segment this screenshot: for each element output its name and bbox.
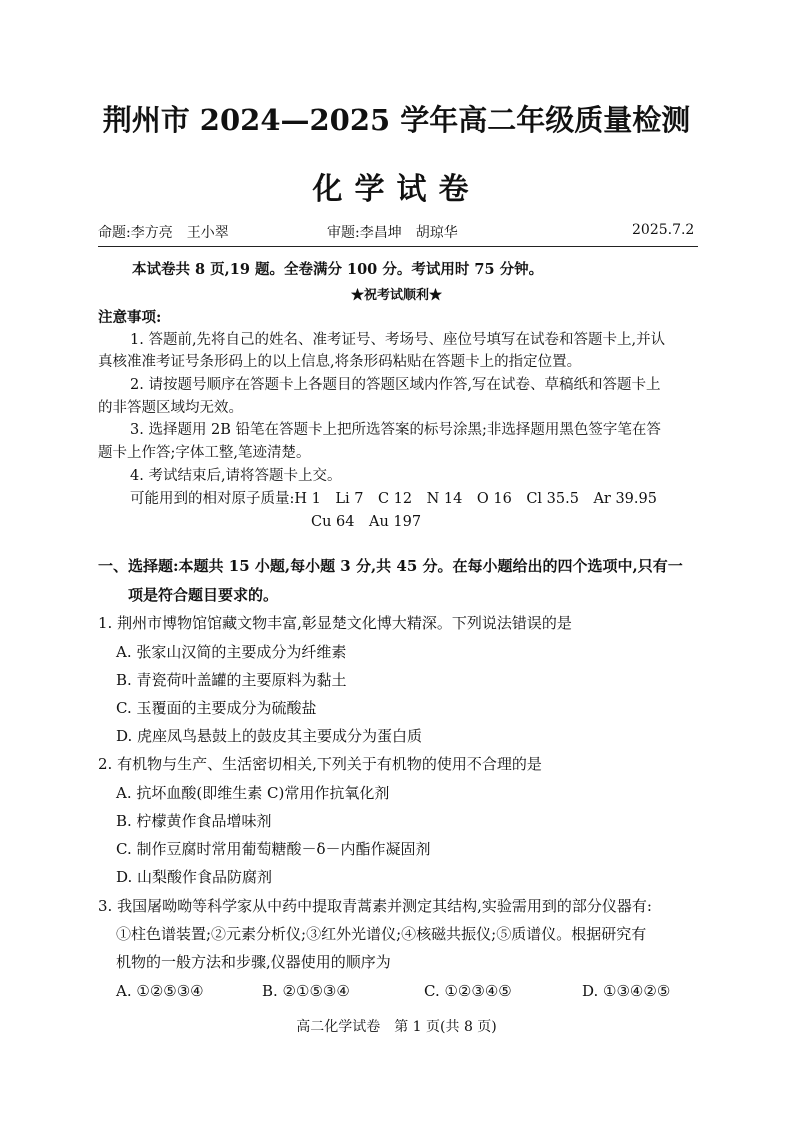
- notice-line: 2. 请按题号顺序在答题卡上各题目的答题区域内作答,写在试卷、草稿纸和答题卡上: [130, 377, 661, 393]
- notice-line: 3. 选择题用 2B 铅笔在答题卡上把所选答案的标号涂黑;非选择题用黑色签字笔在答: [130, 422, 661, 438]
- notice-line: 的非答题区域均无效。: [98, 400, 243, 416]
- question-1-option-b: B. 青瓷荷叶盖罐的主要原料为黏土: [116, 671, 347, 689]
- good-luck-banner: ★祝考试顺利★: [350, 288, 442, 303]
- atomic-masses-line1: 可能用到的相对原子质量:H 1 Li 7 C 12 N 14 O 16 Cl 35.5 Ar 39.95: [130, 491, 657, 507]
- question-2-option-b: B. 柠檬黄作食品增味剂: [116, 812, 272, 830]
- question-1-stem: 1. 荆州市博物馆馆藏文物丰富,彰显楚文化博大精深。下列说法错误的是: [98, 614, 572, 632]
- question-3-option-c: C. ①②③④⑤: [424, 982, 512, 1000]
- notice-heading: 注意事项:: [98, 309, 162, 326]
- section-heading-cont: 项是符合题目要求的。: [128, 586, 279, 604]
- question-3-option-b: B. ②①⑤③④: [262, 982, 350, 1000]
- question-3-stem-cont: 机物的一般方法和步骤,仪器使用的顺序为: [116, 953, 391, 971]
- exam-date: 2025.7.2: [632, 222, 695, 238]
- header-divider: [98, 246, 698, 247]
- question-2-option-c: C. 制作豆腐时常用葡萄糖酸－δ－内酯作凝固剂: [116, 840, 431, 858]
- exam-summary: 本试卷共 8 页,19 题。全卷满分 100 分。考试用时 75 分钟。: [132, 261, 544, 278]
- question-2-option-d: D. 山梨酸作食品防腐剂: [116, 868, 273, 886]
- question-3-option-d: D. ①③④②⑤: [582, 982, 671, 1000]
- notice-line: 4. 考试结束后,请将答题卡上交。: [130, 468, 342, 484]
- notice-line: 1. 答题前,先将自己的姓名、准考证号、考场号、座位号填写在试卷和答题卡上,并认: [130, 332, 666, 348]
- notice-line: 真核准准考证号条形码上的以上信息,将条形码粘贴在答题卡上的指定位置。: [98, 354, 582, 370]
- reviewers-label: 审题:李昌坤 胡琼华: [327, 225, 458, 241]
- exam-title: 荆州市 2024—2025 学年高二年级质量检测: [102, 103, 691, 137]
- notice-line: 题卡上作答;字体工整,笔迹清楚。: [98, 445, 311, 461]
- question-1-option-d: D. 虎座凤鸟悬鼓上的鼓皮其主要成分为蛋白质: [116, 727, 423, 745]
- question-3-stem-cont: ①柱色谱装置;②元素分析仪;③红外光谱仪;④核磁共振仪;⑤质谱仪。根据研究有: [116, 925, 647, 943]
- question-2-option-a: A. 抗坏血酸(即维生素 C)常用作抗氧化剂: [116, 784, 390, 802]
- section-heading: 一、选择题:本题共 15 小题,每小题 3 分,共 45 分。在每小题给出的四个选项中,只有一: [98, 557, 683, 575]
- subject-title: 化学试卷: [312, 172, 481, 207]
- question-2-stem: 2. 有机物与生产、生活密切相关,下列关于有机物的使用不合理的是: [98, 755, 542, 773]
- atomic-masses-line2: Cu 64 Au 197: [311, 514, 422, 530]
- question-3-stem: 3. 我国屠呦呦等科学家从中药中提取青蒿素并测定其结构,实验需用到的部分仪器有:: [98, 897, 652, 915]
- question-3-option-a: A. ①②⑤③④: [116, 982, 204, 1000]
- authors-label: 命题:李方亮 王小翠: [98, 225, 229, 241]
- question-1-option-c: C. 玉覆面的主要成分为硫酸盐: [116, 699, 317, 717]
- question-1-option-a: A. 张家山汉简的主要成分为纤维素: [116, 643, 347, 661]
- page-footer: 高二化学试卷 第 1 页(共 8 页): [296, 1019, 497, 1035]
